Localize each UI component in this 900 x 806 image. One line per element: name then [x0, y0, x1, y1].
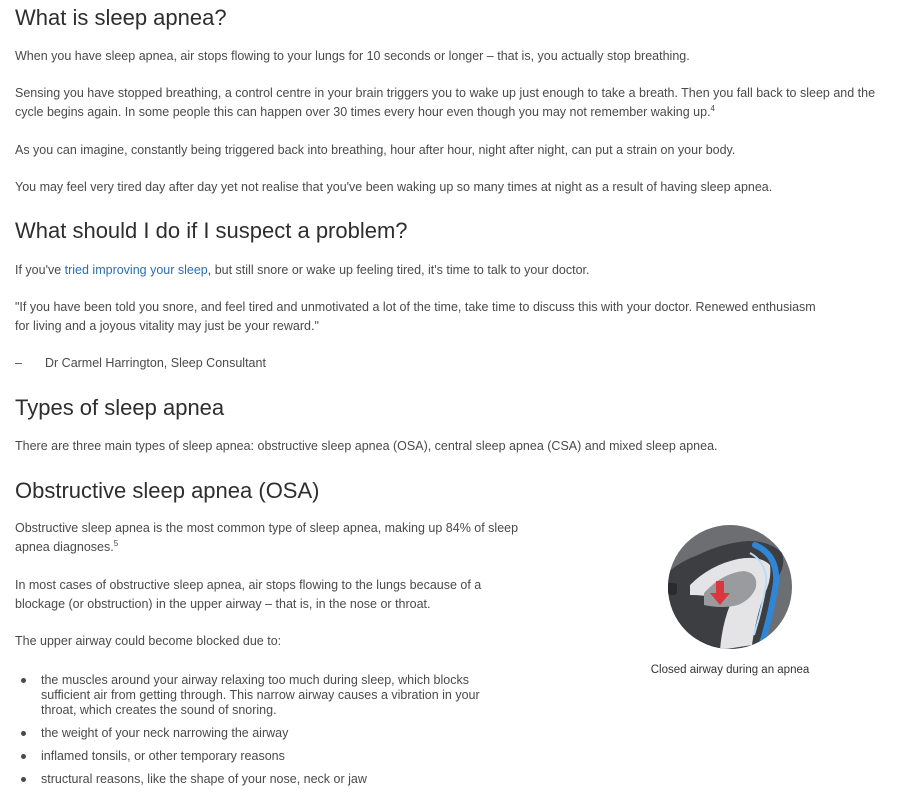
paragraph-osa-common [15, 519, 520, 557]
paragraph-tired: You may feel very tired day after day yet not realise that you've been waking up so many times at night as a result of having sleep apnea. [15, 180, 773, 194]
paragraph-definition: When you have sleep apnea, air stops flowing to your lungs for 10 seconds or longer – that is, you actually stop breathing. [15, 49, 690, 63]
list-item [15, 772, 505, 787]
paragraph-strain: As you can imagine, constantly being triggered back into breathing, hour after hour, night after night, can put a strain on your body. [15, 143, 736, 157]
quote-sleep-consultant: "If you have been told you snore, and feel tired and unmotivated a lot of the time, take time to discuss this with your doctor. Renewed enthusiasm for living and a joyous vitality may just be your reward." [15, 300, 816, 333]
list-item [15, 749, 505, 764]
bullet-icon [21, 731, 26, 736]
footnote-ref-4: 4 [710, 104, 715, 113]
bullet-icon [21, 754, 26, 759]
heading-types: Types of sleep apnea [15, 395, 225, 420]
figure-caption: Closed airway during an apnea [650, 664, 810, 676]
list-item [15, 726, 505, 741]
link-tried-improving-sleep[interactable]: tried improving your sleep [64, 263, 208, 277]
list-item [15, 673, 505, 718]
bullet-icon [21, 777, 26, 782]
paragraph-blocked-due-to: The upper airway could become blocked due to: [15, 634, 282, 648]
list-item-text: the weight of your neck narrowing the airway [41, 726, 289, 740]
paragraph-cycle [15, 84, 885, 122]
list-item-text: the muscles around your airway relaxing too much during sleep, which blocks sufficient air from getting through. This narrow airway causes a vibration in your throat, which creates the sound of snoring. [41, 673, 480, 717]
paragraph-talk-after: , but still snore or wake up feeling tired, it's time to talk to your doctor. [207, 263, 590, 277]
paragraph-cycle-text: Sensing you have stopped breathing, a control centre in your brain triggers you to wake up just enough to take a breath. Then you fall back to sleep and the cycle begins again. In some people this can happen over 30 times every hour even though you may not remember waking up. [15, 86, 876, 119]
paragraph-talk-before: If you've [15, 263, 65, 277]
attribution-name: Dr Carmel Harrington, Sleep Consultant [45, 356, 266, 370]
heading-osa: Obstructive sleep apnea (OSA) [15, 478, 320, 503]
paragraph-talk-to-doctor [15, 261, 885, 280]
paragraph-three-types: There are three main types of sleep apnea: obstructive sleep apnea (OSA), central sleep apnea (CSA) and mixed sleep apnea. [15, 439, 718, 453]
closed-airway-illustration [660, 525, 800, 650]
closed-airway-figure [645, 525, 845, 676]
paragraph-osa-blockage: In most cases of obstructive sleep apnea, air stops flowing to the lungs because of a blockage (or obstruction) in the upper airway – that is, in the nose or throat. [15, 578, 482, 611]
nose-tube-shape [660, 583, 677, 595]
blockage-causes-list [15, 673, 505, 795]
paragraph-osa-common-text: Obstructive sleep apnea is the most common type of sleep apnea, making up 84% of sleep apnea diagnoses. [15, 521, 519, 554]
footnote-ref-5: 5 [113, 539, 119, 548]
bullet-icon [21, 678, 26, 683]
quote-attribution [15, 354, 885, 373]
heading-suspect-problem: What should I do if I suspect a problem? [15, 218, 408, 243]
heading-what-is-sleep-apnea: What is sleep apnea? [15, 5, 227, 30]
list-item-text: structural reasons, like the shape of your nose, neck or jaw [41, 772, 367, 786]
list-item-text: inflamed tonsils, or other temporary reasons [41, 749, 285, 763]
attribution-dash: – [15, 356, 22, 370]
